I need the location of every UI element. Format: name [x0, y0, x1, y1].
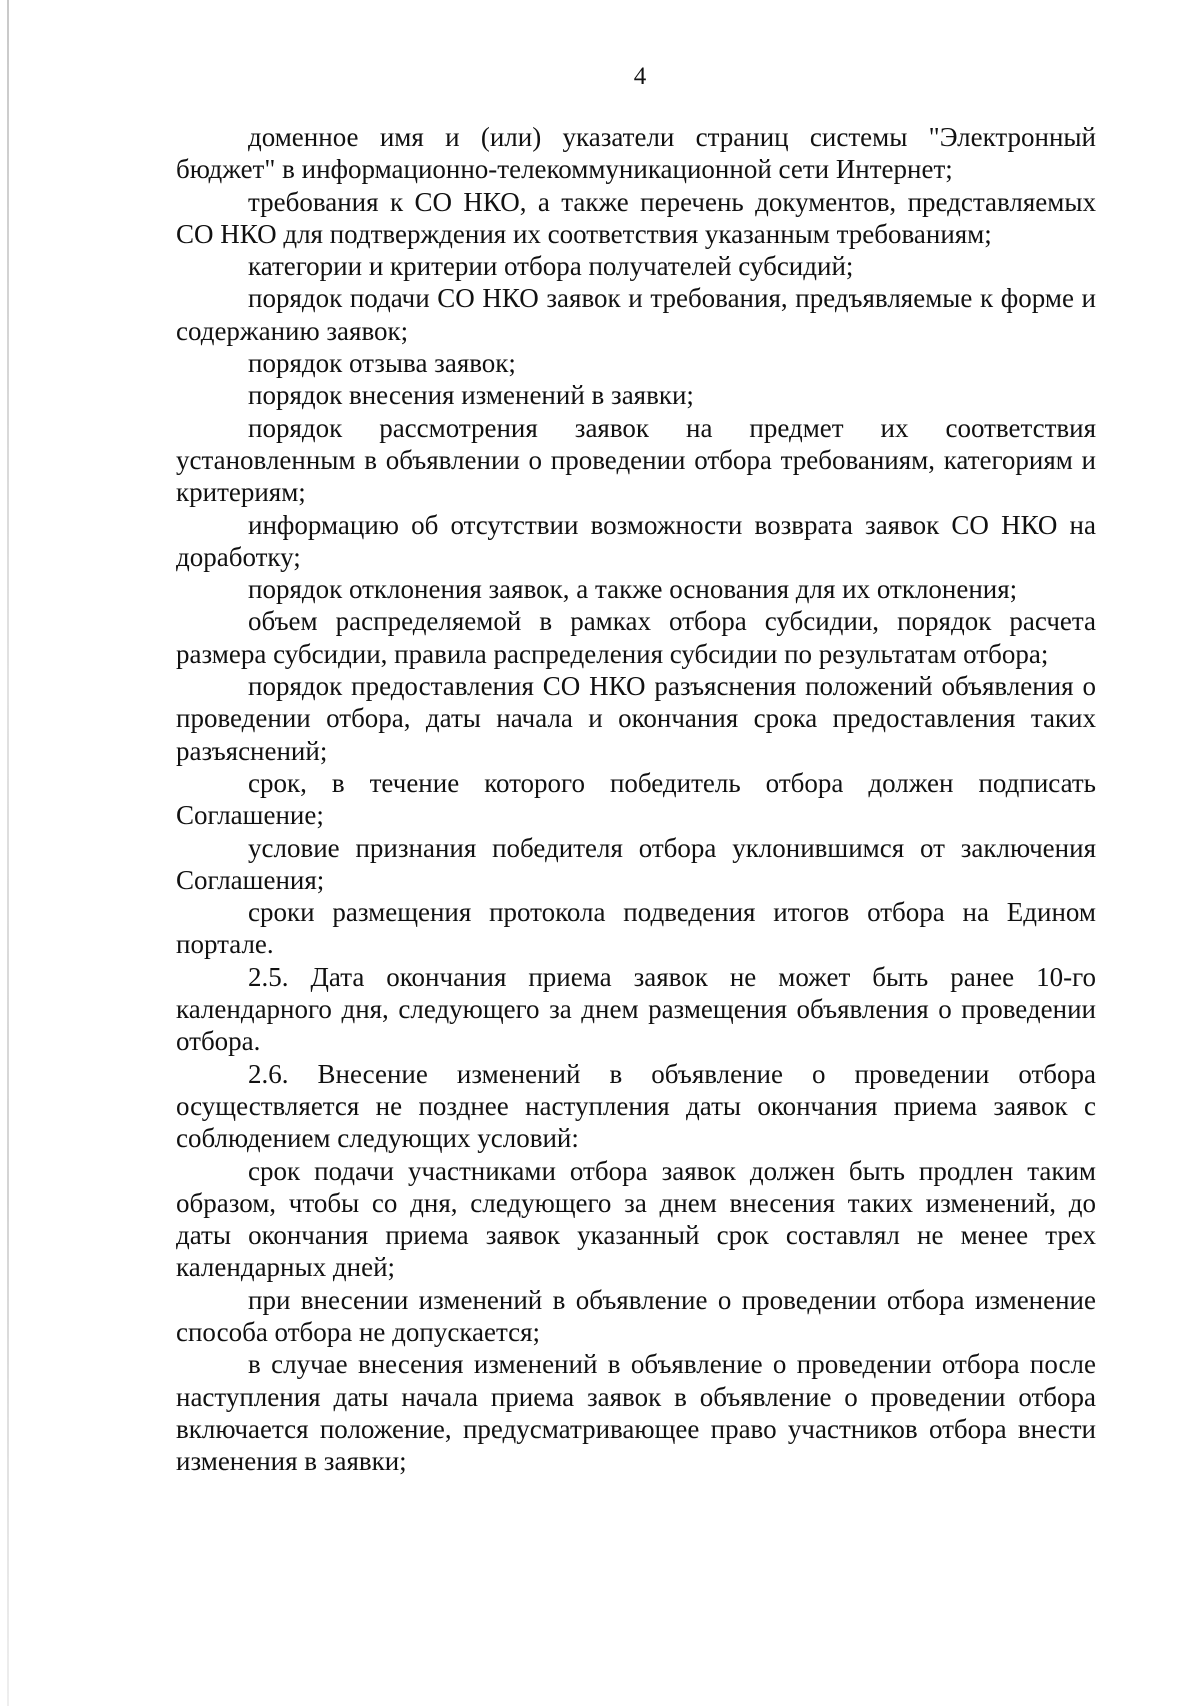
paragraph: сроки размещения протокола подведения итогов отбора на Едином портале. [176, 897, 1096, 960]
paragraph: порядок рассмотрения заявок на предмет их соответствия установленным в объявлении о проведении отбора требованиям, категориям и критериям; [176, 412, 1096, 508]
paragraph: при внесении изменений в объявление о проведении отбора изменение способа отбора не допускается; [176, 1284, 1096, 1347]
paragraph-clause-2-5: 2.5. Дата окончания приема заявок не может быть ранее 10-го календарного дня, следующего за днем размещения объявления о проведении отбора. [176, 961, 1096, 1057]
paragraph: в случае внесения изменений в объявление о проведении отбора после наступления даты начала приема заявок в объявление о проведении отбора включается положение, предусматривающее право участников отбора внести изменения в заявки; [176, 1349, 1096, 1477]
paragraph: порядок внесения изменений в заявки; [248, 380, 694, 411]
paragraph: информацию об отсутствии возможности возврата заявок СО НКО на доработку; [176, 509, 1096, 572]
paragraph: категории и критерии отбора получателей субсидий; [248, 251, 854, 282]
scan-edge [7, 0, 9, 1706]
document-body [176, 121, 1096, 1477]
page-number: 4 [633, 63, 647, 90]
paragraph-clause-2-6: 2.6. Внесение изменений в объявление о проведении отбора осуществляется не позднее наступления даты окончания приема заявок с соблюдением следующих условий: [176, 1058, 1096, 1154]
paragraph: требования к СО НКО, а также перечень документов, представляемых СО НКО для подтверждения их соответствия указанным требованиям; [176, 186, 1096, 249]
paragraph: порядок отклонения заявок, а также основания для их отклонения; [248, 574, 1018, 605]
paragraph: порядок подачи СО НКО заявок и требования, предъявляемые к форме и содержанию заявок; [176, 283, 1096, 346]
paragraph: условие признания победителя отбора уклонившимся от заключения Соглашения; [176, 832, 1096, 895]
paragraph: объем распределяемой в рамках отбора субсидии, порядок расчета размера субсидии, правила распределения субсидии по результатам отбора; [176, 606, 1096, 669]
paragraph: срок, в течение которого победитель отбора должен подписать Соглашение; [176, 767, 1096, 831]
paragraph: порядок предоставления СО НКО разъяснения положений объявления о проведении отбора, даты начала и окончания срока предоставления таких разъяснений; [176, 671, 1096, 766]
paragraph: порядок отзыва заявок; [248, 348, 516, 379]
paragraph: срок подачи участниками отбора заявок должен быть продлен таким образом, чтобы со дня, следующего за днем внесения таких изменений, до даты окончания приема заявок указанный срок составлял не менее трех календарных дней; [176, 1155, 1096, 1283]
paragraph: доменное имя и (или) указатели страниц системы "Электронный бюджет" в информационно-телекоммуникационной сети Интернет; [176, 122, 1096, 185]
